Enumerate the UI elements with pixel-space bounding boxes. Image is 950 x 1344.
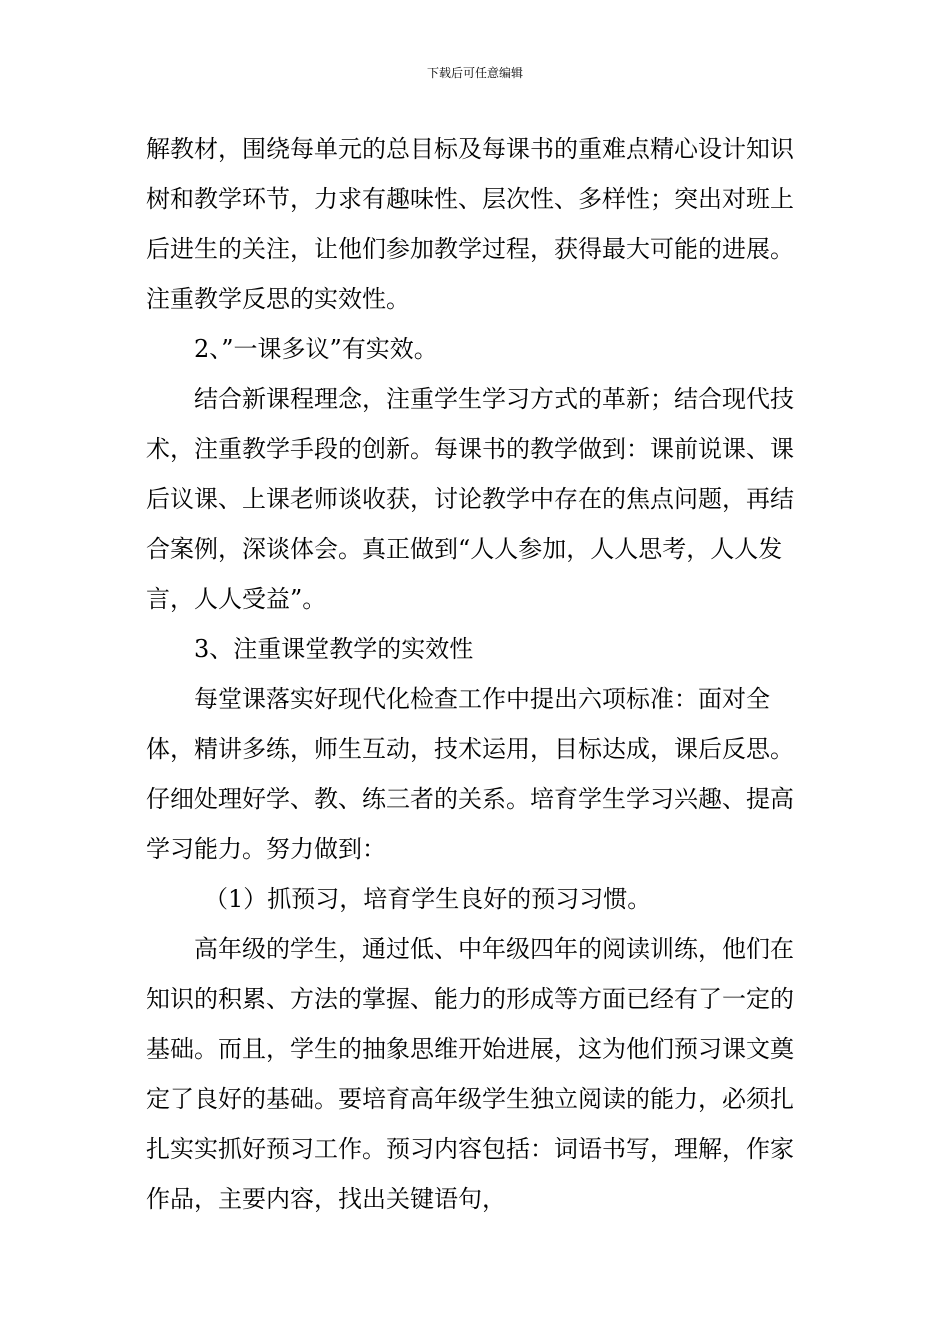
subsection-heading-1: （1）抓预习，培育学生良好的预习习惯。 — [204, 885, 652, 913]
paragraph: 每堂课落实好现代化检查工作中提出六项标准：面对全体，精讲多练，师生互动，技术运用，目标达成，课后反思。仔细处理好学、教、练三者的关系。培育学生学习兴趣、提高学习能力。努力做到： — [146, 685, 794, 863]
paragraph-continuation: 解教材，围绕每单元的总目标及每课书的重难点精心设计知识树和教学环节，力求有趣味性、层次性、多样性；突出对班上后进生的关注，让他们参加教学过程，获得最大可能的进展。注重教学反思的实效性。 — [146, 135, 794, 313]
paragraph: 结合新课程理念，注重学生学习方式的革新；结合现代技术，注重教学手段的创新。每课书的教学做到：课前说课、课后议课、上课老师谈收获，讨论教学中存在的焦点问题，再结合案例，深谈体会。真正做到“人人参加，人人思考，人人发言，人人受益”。 — [146, 385, 794, 613]
section-heading-3: 3、注重课堂教学的实效性 — [194, 635, 474, 663]
section-heading-2: 2、”一课多议”有实效。 — [194, 335, 438, 363]
paragraph: 高年级的学生，通过低、中年级四年的阅读训练，他们在知识的积累、方法的掌握、能力的形成等方面已经有了一定的基础。而且，学生的抽象思维开始进展，这为他们预习课文奠定了良好的基础。要培育高年级学生独立阅读的能力，必须扎扎实实抓好预习工作。预习内容包括：词语书写，理解，作家作品，主要内容，找出关键语句， — [146, 935, 794, 1213]
page-header: 下载后可任意编辑 — [426, 66, 523, 80]
document-body — [146, 124, 806, 1224]
